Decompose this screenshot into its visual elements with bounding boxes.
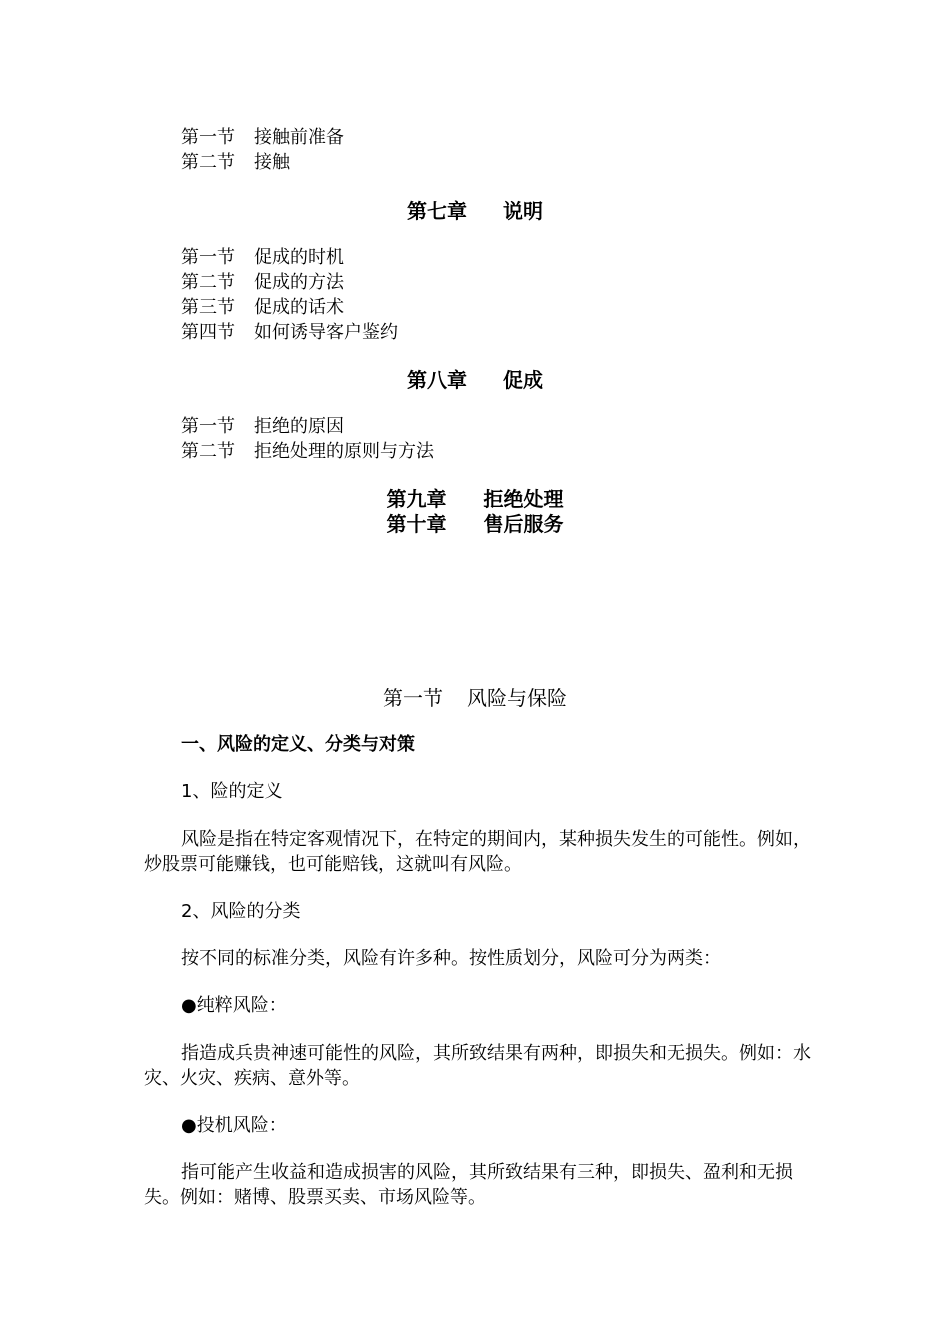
chapter-title: 拒绝处理	[483, 487, 564, 511]
toc-section-number: 第二节	[181, 152, 235, 173]
chapter-number: 第九章	[386, 487, 447, 511]
toc-section-title: 接触	[254, 152, 290, 173]
chapter-heading	[0, 486, 950, 512]
paragraph: 指造成兵贵神速可能性的风险，其所致结果有两种，即损失和无损失。例如：水灾、火灾、疾病、意外等。	[144, 1043, 811, 1089]
toc-section-item	[181, 270, 344, 295]
subheading: 一、风险的定义、分类与对策	[181, 734, 415, 755]
toc-section-item	[181, 320, 398, 345]
chapter-heading	[0, 198, 950, 224]
toc-section-number: 第二节	[181, 441, 235, 462]
section-title: 风险与保险	[467, 686, 567, 710]
chapter-heading	[0, 367, 950, 393]
toc-section-item	[181, 295, 344, 320]
toc-section-title: 拒绝处理的原则与方法	[254, 441, 434, 462]
toc-section-title: 如何诱导客户鉴约	[254, 322, 398, 343]
toc-section-number: 第一节	[181, 247, 235, 268]
toc-section-item	[181, 439, 434, 464]
chapter-title: 促成	[503, 368, 543, 392]
toc-section-number: 第三节	[181, 297, 235, 318]
toc-section-title: 促成的话术	[254, 297, 344, 318]
bullet-item: ●纯粹风险：	[181, 995, 287, 1016]
bullet-item: ●投机风险：	[181, 1115, 287, 1136]
toc-section-number: 第二节	[181, 272, 235, 293]
chapter-title: 说明	[503, 199, 543, 223]
numbered-item: 1、险的定义	[181, 781, 283, 802]
paragraph: 按不同的标准分类，风险有许多种。按性质划分，风险可分为两类：	[181, 948, 721, 969]
paragraph: 风险是指在特定客观情况下，在特定的期间内，某种损失发生的可能性。例如，炒股票可能赚钱，也可能赔钱，这就叫有风险。	[144, 829, 811, 875]
toc-section-item	[181, 245, 344, 270]
toc-section-item	[181, 125, 344, 150]
chapter-title: 售后服务	[483, 512, 564, 536]
toc-section-title: 拒绝的原因	[254, 416, 344, 437]
toc-section-title: 促成的时机	[254, 247, 344, 268]
toc-section-number: 第一节	[181, 127, 235, 148]
chapter-heading	[0, 511, 950, 537]
numbered-item: 2、风险的分类	[181, 901, 301, 922]
chapter-number: 第十章	[386, 512, 447, 536]
toc-section-title: 促成的方法	[254, 272, 344, 293]
toc-section-title: 接触前准备	[254, 127, 344, 148]
chapter-number: 第八章	[407, 368, 467, 392]
toc-section-number: 第四节	[181, 322, 235, 343]
chapter-number: 第七章	[407, 199, 467, 223]
section-heading	[0, 685, 950, 711]
paragraph: 指可能产生收益和造成损害的风险，其所致结果有三种，即损失、盈利和无损失。例如：赌博、股票买卖、市场风险等。	[144, 1162, 793, 1208]
toc-section-item	[181, 150, 290, 175]
toc-section-number: 第一节	[181, 416, 235, 437]
section-number: 第一节	[383, 686, 443, 710]
toc-section-item	[181, 414, 344, 439]
